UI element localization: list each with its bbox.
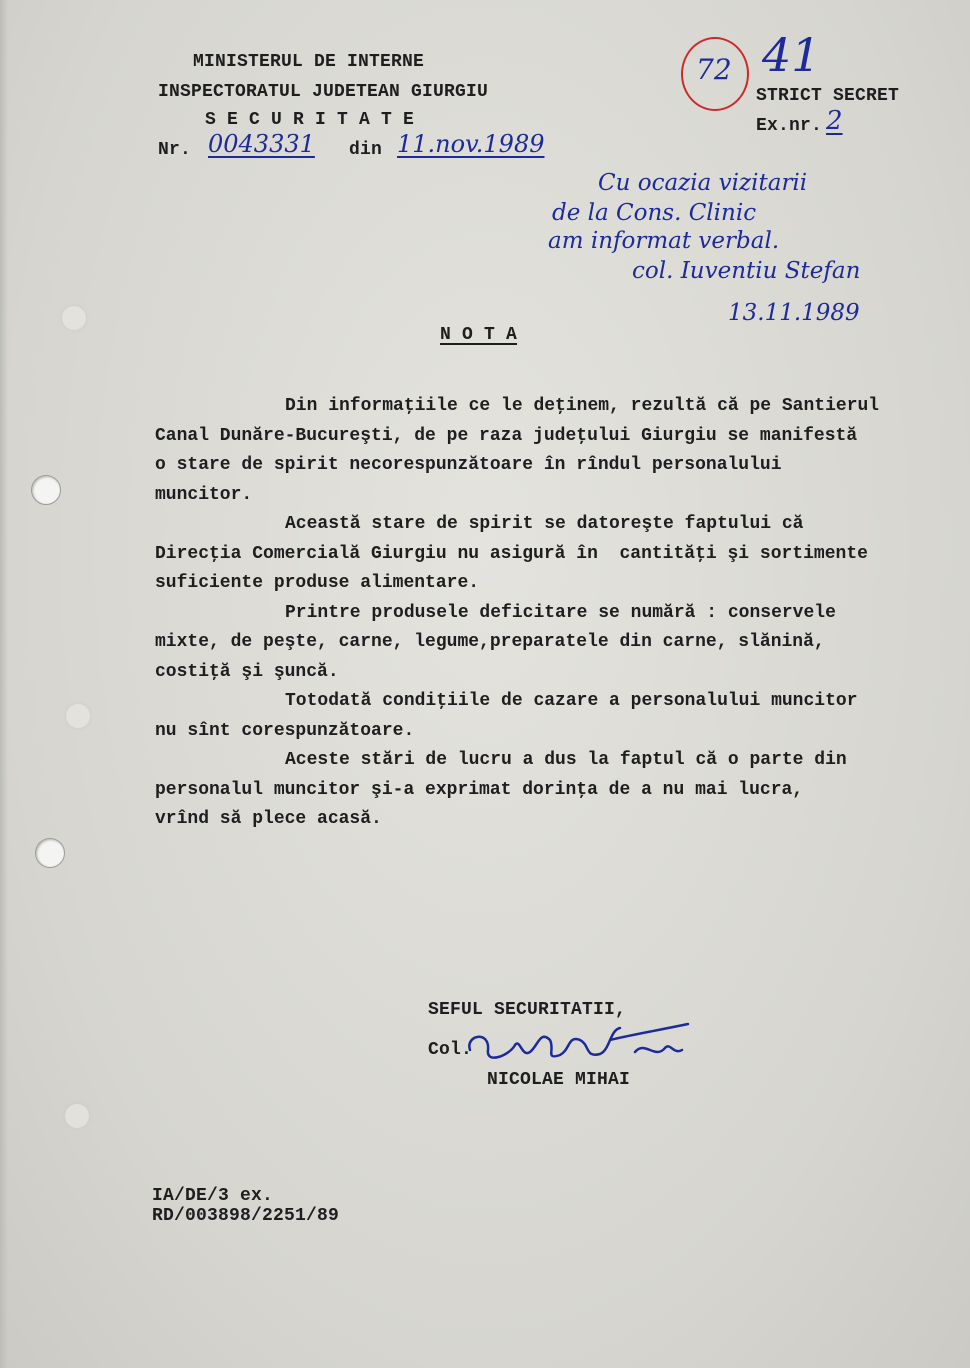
- body-paragraph: Totodată condiţiile de cazare a personalului muncitor nu sînt corespunzătoare.: [155, 691, 858, 741]
- handwritten-signature: [460, 1010, 695, 1070]
- folio-number: 41: [762, 28, 821, 82]
- document-body: [155, 392, 955, 835]
- document-title: N O T A: [440, 325, 518, 345]
- copy-number-label: Ex.nr.: [756, 116, 823, 136]
- body-paragraph: Printre produsele deficitare se numără : conservele mixte, de peşte, carne, legume,preparatele din carne, slănină, costiţă şi şuncă.: [155, 602, 836, 682]
- punch-hole: [31, 475, 61, 505]
- circled-page-number: [681, 37, 749, 111]
- signatory-title: SEFUL SECURITATII,: [428, 1000, 627, 1020]
- annotation-line-3: am informat verbal.: [548, 228, 780, 254]
- distribution-line: IA/DE/3 ex.: [152, 1186, 274, 1206]
- inspectorate-name: INSPECTORATUL JUDETEAN GIURGIU: [158, 82, 489, 102]
- ministry-name: MINISTERUL DE INTERNE: [193, 52, 425, 72]
- signatory-name: NICOLAE MIHAI: [487, 1070, 631, 1090]
- copy-number-value: 2: [826, 106, 843, 136]
- annotation-line-1: Cu ocazia vizitarii: [598, 170, 808, 196]
- punch-hole: [35, 838, 65, 868]
- nr-label: Nr.: [158, 140, 192, 160]
- din-label: din: [349, 140, 383, 160]
- page-edge-shadow: [0, 0, 8, 1368]
- punch-hole-mark: [66, 704, 90, 728]
- registration-number: 0043331: [208, 130, 315, 158]
- circled-number-text: 72: [696, 53, 732, 86]
- body-paragraph: Aceste stări de lucru a dus la faptul că o parte din personalul muncitor şi-a exprimat dorinţa de a nu mai lucra, vrînd să plece acasă.: [155, 750, 847, 829]
- signatory-rank: Col.: [428, 1040, 473, 1060]
- annotation-signature: col. Iuventiu Stefan: [632, 258, 861, 284]
- registry-code: RD/003898/2251/89: [152, 1206, 340, 1226]
- department-name: S E C U R I T A T E: [205, 110, 415, 130]
- annotation-line-2: de la Cons. Clinic: [552, 200, 757, 226]
- document-date: 11.nov.1989: [397, 130, 545, 158]
- annotation-date: 13.11.1989: [728, 300, 860, 326]
- punch-hole-mark: [62, 306, 86, 330]
- classification-level: STRICT SECRET: [756, 86, 900, 106]
- body-paragraph: Din informaţiile ce le deţinem, rezultă că pe Santierul Canal Dunăre-Bucureşti, de pe raza judeţului Giurgiu se manifestă o stare de spirit necorespunzătoare în rîndul personalului muncitor.: [155, 396, 880, 505]
- punch-hole-mark: [65, 1104, 89, 1128]
- body-paragraph: Această stare de spirit se datoreşte faptului că Direcţia Comercială Giurgiu nu asigură în cantităţi şi sortimente suficiente produse alimentare.: [155, 514, 868, 593]
